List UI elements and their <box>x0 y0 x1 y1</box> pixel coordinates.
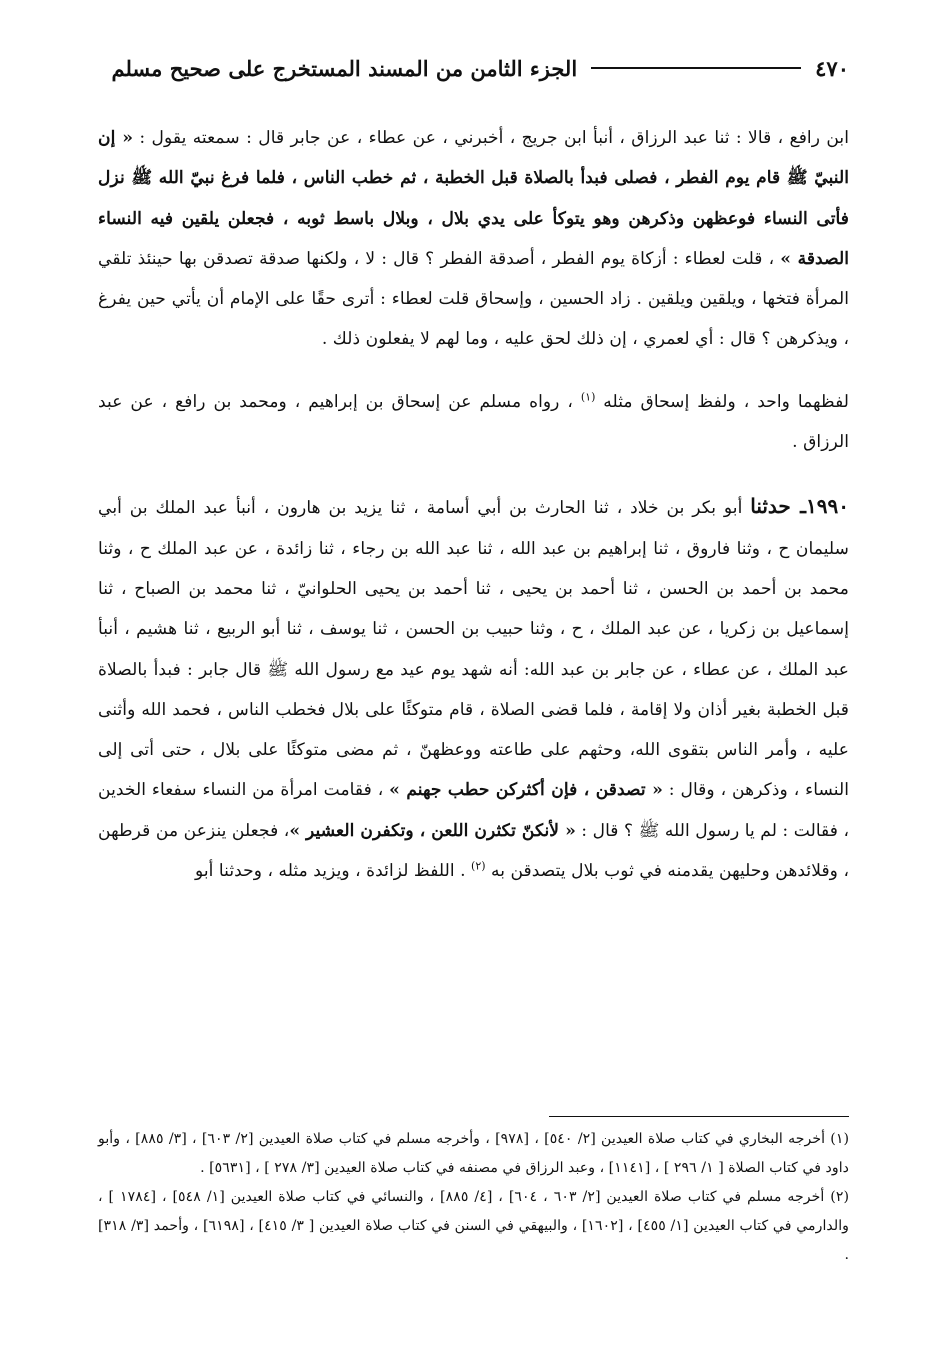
paragraph-1-text-a: ابن رافع ، قالا : ثنا عبد الرزاق ، أنبأ ابن جريج ، أخبرني ، عن عطاء ، عن جابر قال : سمعته يقول : <box>133 128 849 148</box>
hadith-quote-1: « إن النبيّ ﷺ قام يوم الفطر ، فصلى فبدأ بالصلاة قبل الخطبة ، ثم خطب الناس ، فلما فرغ نبيّ الله ﷺ نزل فأتى النساء فوعظهن وذكرهن وهو يتوكأ على يدي بلال ، وبلال باسط ثوبه ، فجعلن يلقين فيه النساء الصدقة » <box>98 128 850 269</box>
paragraph-3-text-d: . اللفظ لزائدة ، ويزيد مثله ، وحدثنا أبو <box>195 861 472 882</box>
paragraph-1 <box>98 118 849 360</box>
paragraph-2-text-a: لفظهما واحد ، ولفظ إسحاق مثله <box>595 391 849 412</box>
footnote-rule <box>549 1116 849 1117</box>
footnotes <box>98 1116 849 1270</box>
header-rule <box>591 67 801 69</box>
paragraph-gap <box>98 462 849 486</box>
footnote-ref-2[interactable]: (٢) <box>471 859 486 873</box>
hadith-quote-3: « لأنكنّ تكثرن اللعن ، وتكفرن العشير » <box>289 820 576 841</box>
paragraph-gap <box>98 360 849 382</box>
footnote-ref-1[interactable]: (١) <box>580 390 596 404</box>
footnote-1: (١) أخرجه البخاري في كتاب صلاة العيدين [٢/ ٥٤٠] ، [٩٧٨] ، وأخرجه مسلم في كتاب صلاة العيدين [٢/ ٦٠٣] ، [٣/ ٨٨٥] ، وأبو داود في كتاب الصلاة [ ١/ ٢٩٦ ] ، [١١٤١] ، وعبد الرزاق في مصنفه في كتاب صلاة العيدين [٣/ ٢٧٨ ] ، [٥٦٣١] . <box>98 1131 850 1176</box>
hadith-number: ١٩٩٠ـ حدثنا <box>750 494 849 519</box>
running-title: الجزء الثامن من المسند المستخرج على صحيح مسلم <box>111 55 578 81</box>
paragraph-2 <box>98 382 849 463</box>
paragraph-3-text-c: ، فجعلن ينزعن من قرطهن ، وقلائدهن وحليهن يقدمنه في ثوب بلال يتصدقن به <box>98 820 849 882</box>
paragraph-3-text-a: أبو بكر بن خلاد ، ثنا الحارث بن أبي أسامة ، ثنا يزيد بن هارون ، أنبأ عبد الملك بن أبي سليمان ح ، وثنا فاروق ، ثنا إبراهيم بن عبد الله ، ثنا عبد الله بن رجاء ، ثنا زائدة ، عن عبد الملك ح ، وثنا محمد بن أحمد بن الحسن ، ثنا أحمد بن يحيى ، ثنا أحمد بن يحيى الحلوانيّ ، ثنا محمد بن الصباح ، ثنا إسماعيل بن زكريا ، عن عبد الملك ، ح ، وثنا حبيب بن الحسن ، ثنا يوسف ، ثنا أبو الربيع ، ثنا هشيم ، أنبأ عبد الملك ، عن عطاء ، عن جابر بن عبد الله: أنه شهد يوم عيد مع رسول الله ﷺ قال جابر : فبدأ بالصلاة قبل الخطبة بغير أذان ولا إقامة ، فلما قضى الصلاة ، قام متوكئًا على بلال فخطب الناس ، فحمد الله وأثنى عليه ، وأمر الناس بتقوى الله، وحثهم على طاعته ووعظهنّ ، ثم مضى متوكئًا على بلال ، حتى أتى إلى النساء ، وذكرهن ، وقال : <box>98 498 850 801</box>
paragraph-1-text-b: ، قلت لعطاء : أزكاة يوم الفطر ، أصدقة الفطر ؟ قال : لا ، ولكنها صدقة تصدقن بها حينئذ تلقي المرأة فتخها ، ويلقين ويلقين . زاد الحسين ، وإسحاق قلت لعطاء : أترى حقًا على الإمام أن يأتي حين يفرغ ، ويذكرهن ؟ قال : أي لعمري ، إن ذلك لحق عليه ، وما لهم لا يفعلون ذلك . <box>98 248 849 350</box>
paragraph-3-text-b: ، فقامت امرأة من النساء سفعاء الخدين ، فقالت : لم يا رسول الله ﷺ ؟ قال : <box>98 780 849 841</box>
paragraph-3 <box>98 486 849 891</box>
main-text <box>98 118 849 891</box>
footnote-2: (٢) أخرجه مسلم في كتاب صلاة العيدين [٢/ ٦٠٣ ، ٦٠٤] ، [٤/ ٨٨٥] ، والنسائي في كتاب صلاة العيدين [١/ ٥٤٨] ، [١٧٨٤ ] ، والدارمي في كتاب العيدين [١/ ٤٥٥] ، [١٦٠٢] ، والبيهقي في السنن في كتاب صلاة العيدين [ ٣/ ٤١٥] ، [٦١٩٨] ، وأحمد [٣/ ٣١٨] . <box>98 1189 849 1263</box>
hadith-quote-2: « تصدقن ، فإن أكثركن حطب جهنم » <box>389 780 663 801</box>
paragraph-2-text-b: ، رواه مسلم عن إسحاق بن إبراهيم ، ومحمد بن رافع ، عن عبد الرزاق . <box>98 391 849 453</box>
page-number: ٤٧٠ <box>815 55 849 81</box>
page-header <box>98 48 849 88</box>
